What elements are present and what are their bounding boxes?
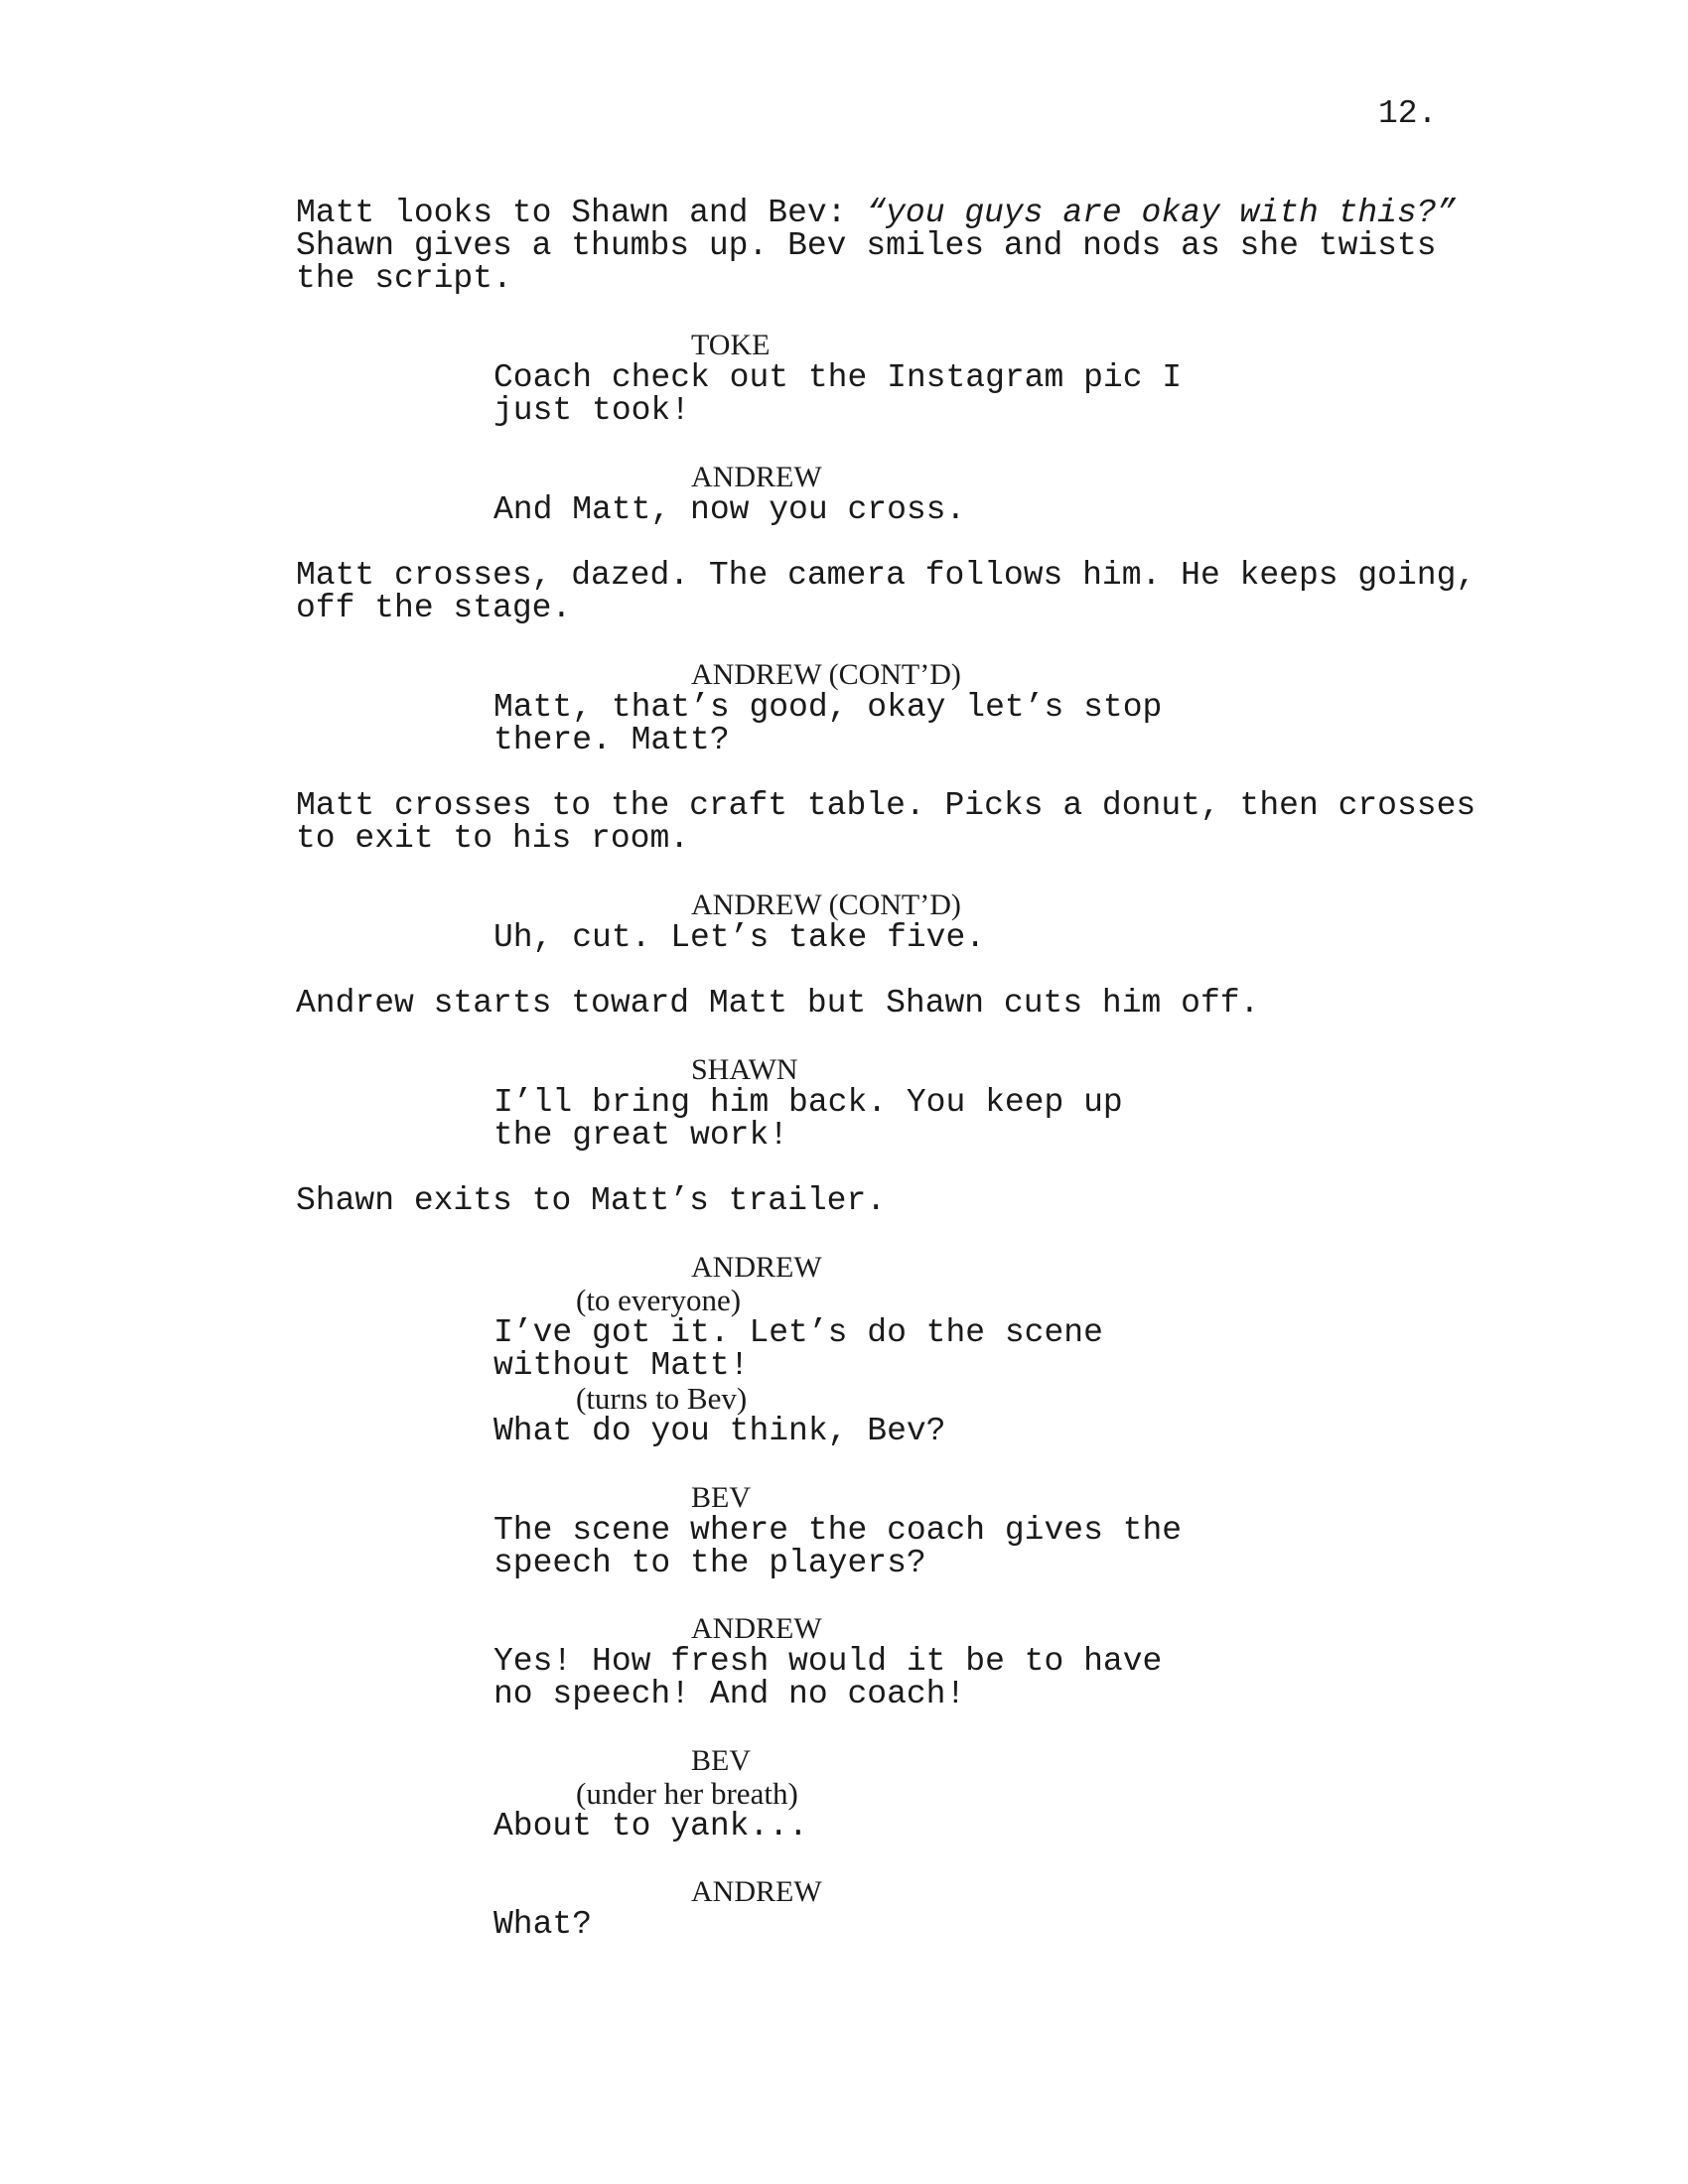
action-line: Matt looks to Shawn and Bev: “you guys are okay with this?” <box>296 195 1457 231</box>
parenthetical: (under her breath) <box>576 1776 798 1811</box>
character-name: BEV <box>691 1481 751 1514</box>
action-line: off the stage. <box>296 590 572 626</box>
dialogue-line: About to yank... <box>493 1808 808 1844</box>
action-line: Shawn gives a thumbs up. Bev smiles and nods as she twists <box>296 227 1437 264</box>
dialogue-line: What? <box>493 1906 593 1943</box>
dialogue-line: without Matt! <box>493 1347 750 1384</box>
action-line: Shawn exits to Matt’s trailer. <box>296 1182 887 1219</box>
dialogue-line: I’ll bring him back. You keep up <box>493 1084 1123 1121</box>
character-name: ANDREW (CONT’D) <box>691 888 961 921</box>
dialogue-line: the great work! <box>493 1117 789 1154</box>
character-name: BEV <box>691 1744 751 1777</box>
dialogue-line: I’ve got it. Let’s do the scene <box>493 1314 1103 1351</box>
character-name: ANDREW (CONT’D) <box>691 658 961 691</box>
action-line: Matt crosses, dazed. The camera follows him. He keeps going, <box>296 557 1477 594</box>
dialogue-line: Matt, that’s good, okay let’s stop <box>493 689 1163 726</box>
dialogue-line: there. Matt? <box>493 722 730 758</box>
character-name: SHAWN <box>691 1053 798 1086</box>
character-name: TOKE <box>691 329 771 361</box>
action-line: the script. <box>296 260 512 297</box>
dialogue-line: no speech! And no coach! <box>493 1676 966 1712</box>
dialogue-line: speech to the players? <box>493 1545 926 1581</box>
dialogue-line: Yes! How fresh would it be to have <box>493 1643 1163 1680</box>
character-name: ANDREW <box>691 1251 822 1284</box>
dialogue-line: Coach check out the Instagram pic I <box>493 359 1183 396</box>
dialogue-line: What do you think, Bev? <box>493 1413 946 1449</box>
character-name: ANDREW <box>691 1612 822 1645</box>
character-name: ANDREW <box>691 461 822 493</box>
page-number: 12. <box>1378 95 1438 132</box>
dialogue-line: just took! <box>493 392 691 429</box>
character-name: ANDREW <box>691 1875 822 1908</box>
dialogue-line: The scene where the coach gives the <box>493 1512 1183 1549</box>
dialogue-line: And Matt, now you cross. <box>493 491 966 528</box>
action-line: to exit to his room. <box>296 820 690 857</box>
parenthetical: (to everyone) <box>576 1283 742 1317</box>
action-line: Andrew starts toward Matt but Shawn cuts him off. <box>296 985 1260 1022</box>
dialogue-line: Uh, cut. Let’s take five. <box>493 919 986 956</box>
parenthetical: (turns to Bev) <box>576 1381 748 1416</box>
action-line: Matt crosses to the craft table. Picks a donut, then crosses <box>296 787 1477 824</box>
